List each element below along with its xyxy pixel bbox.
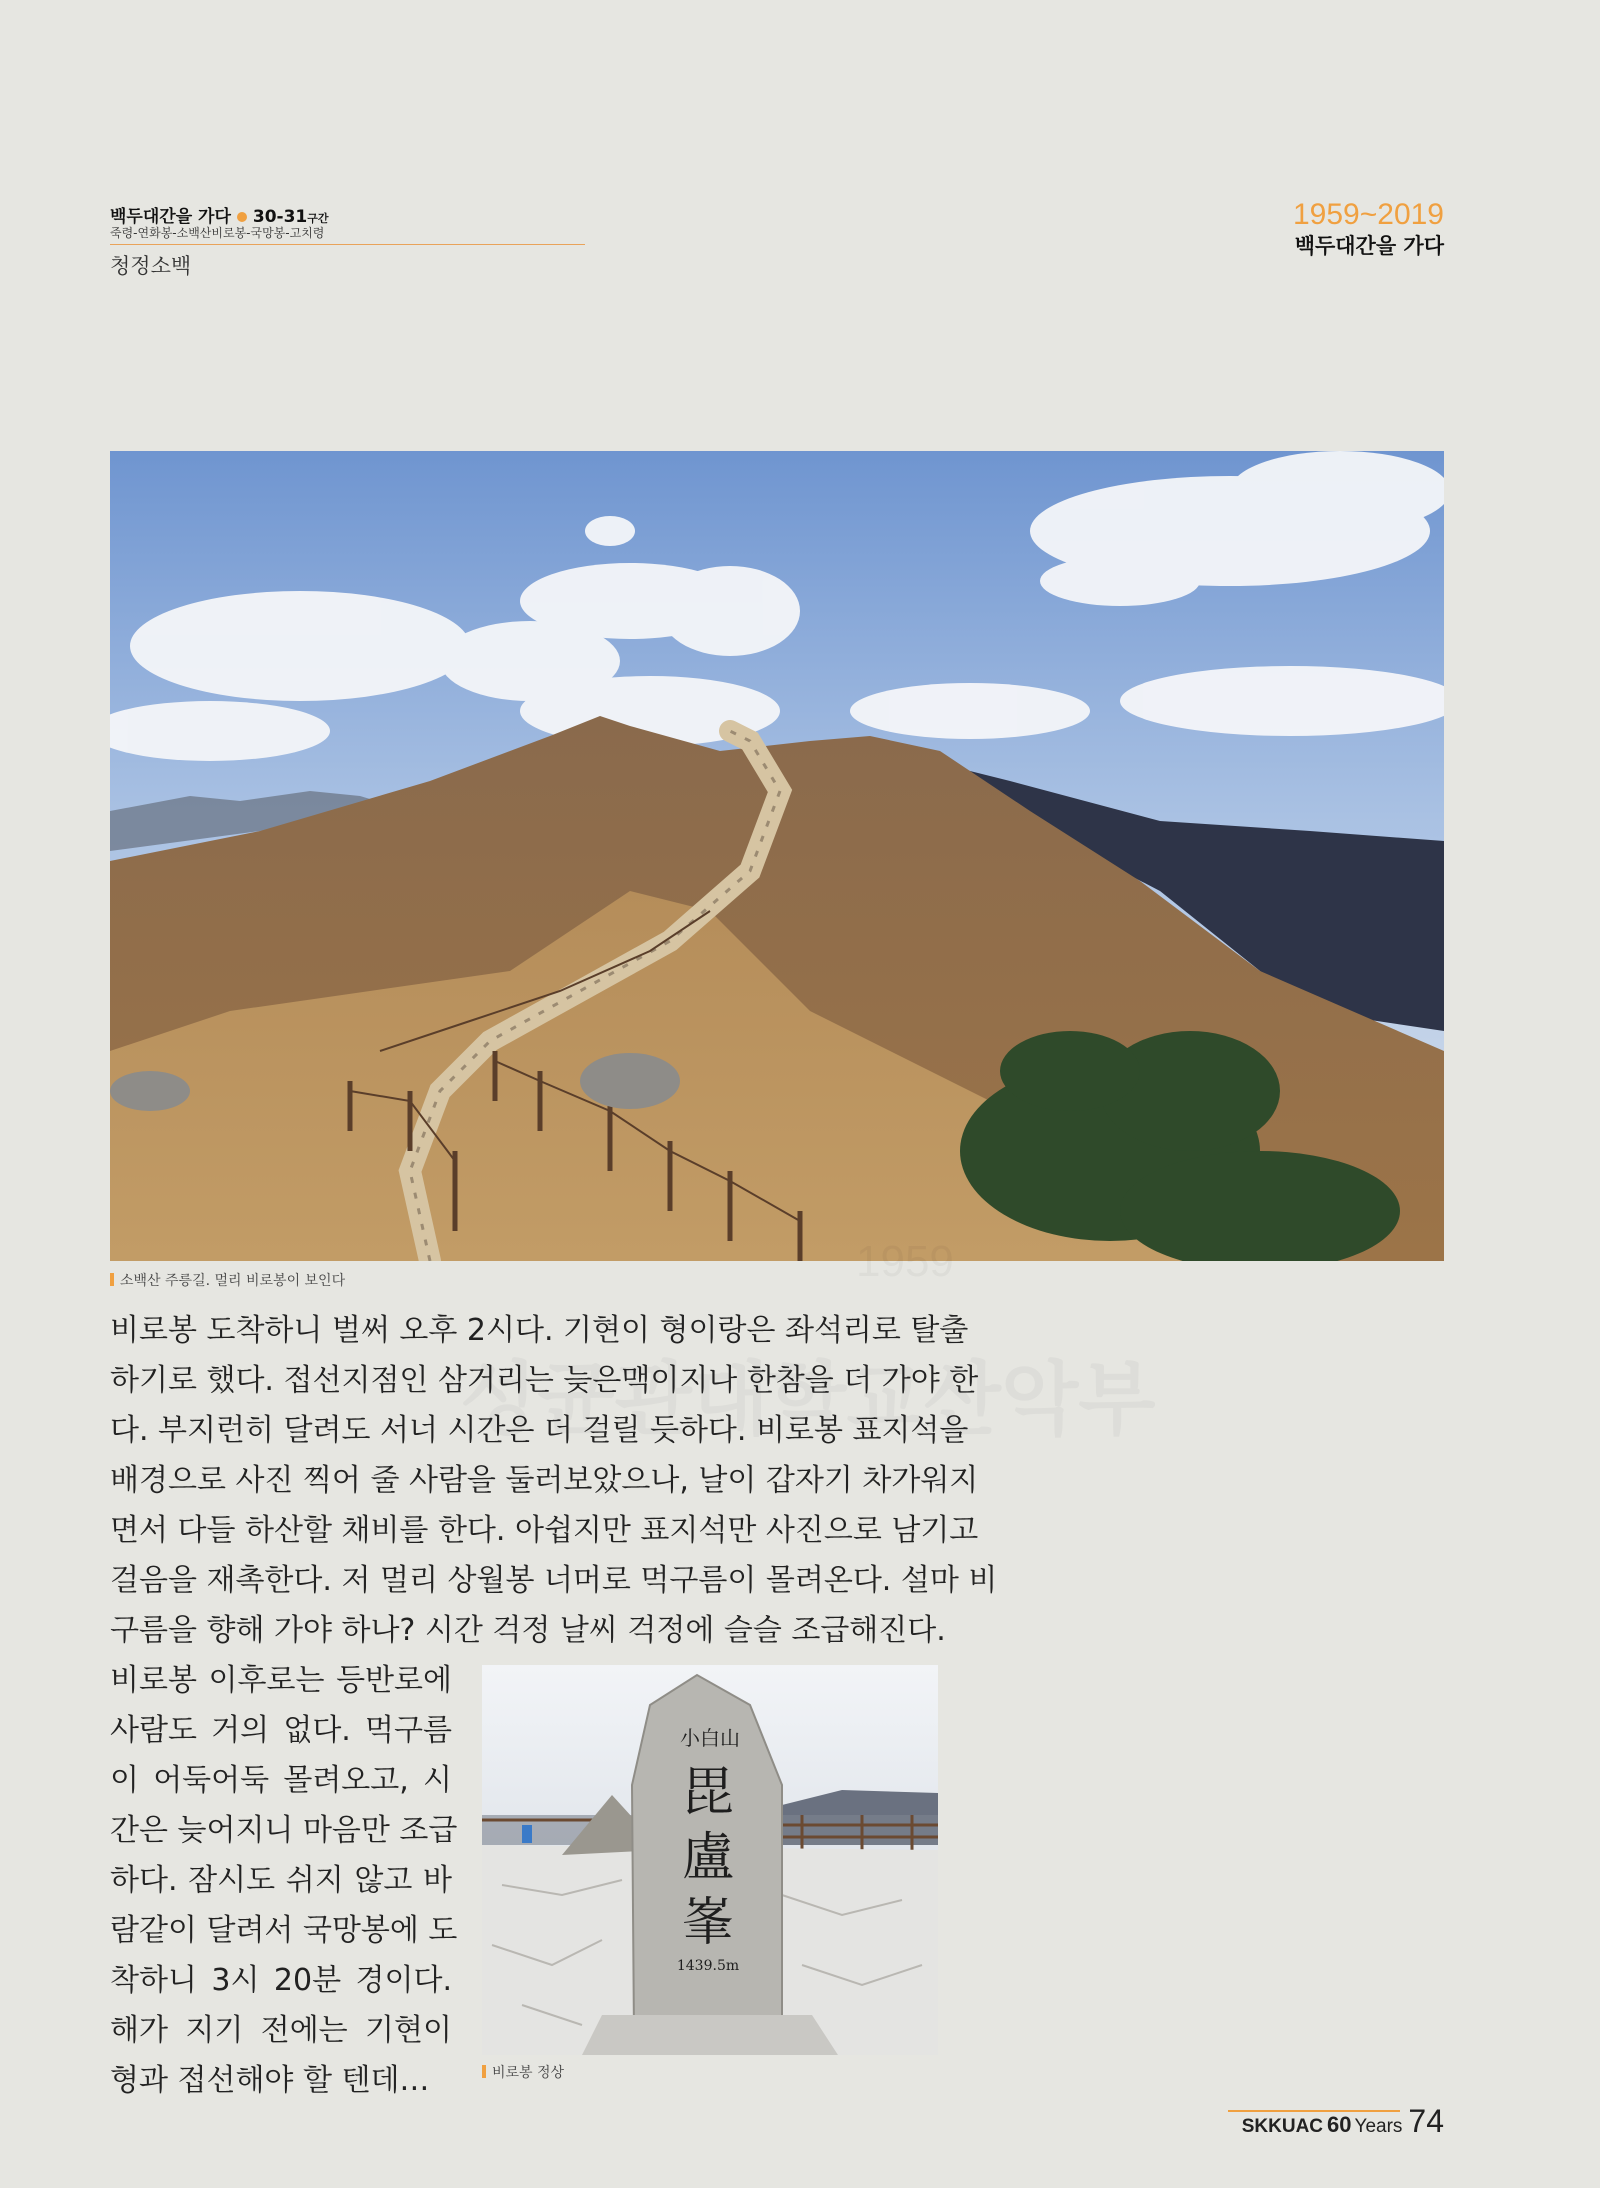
footer-years: Years: [1354, 2116, 1403, 2137]
para2-line: 해가 지기 전에는 기현이: [110, 2013, 452, 2048]
main-photo-caption: [110, 1270, 345, 1290]
para2-line: 간은 늦어지니 마음만 조급: [110, 1813, 458, 1848]
page-number: 74: [1408, 2103, 1444, 2139]
small-caption-text: 비로봉 정상: [492, 2065, 565, 2081]
para2-line: 형과 접선해야 할 텐데…: [110, 2063, 430, 2098]
stone-top-label: 小白山: [680, 1726, 740, 1750]
anniversary-years: 1959~2019: [1293, 198, 1444, 231]
para1-line: 구름을 향해 가야 하나? 시간 걱정 날씨 걱정에 슬슬 조급해진다.: [110, 1613, 946, 1648]
watermark-year: [856, 1237, 954, 1287]
para2-line: 하다. 잠시도 쉬지 않고 바: [110, 1863, 452, 1898]
summit-stone-photo: [482, 1665, 938, 2055]
para1-line: 면서 다들 하산할 채비를 한다. 아쉽지만 표지석만 사진으로 남기고: [110, 1513, 979, 1548]
para2-line: 착하니 3시 20분 경이다.: [110, 1963, 452, 1998]
route-line: 죽령-연화봉-소백산비로봉-국망봉-고치령: [110, 226, 325, 240]
para1-line: 비로봉 도착하니 벌써 오후 2시다. 기현이 형이랑은 좌석리로 탈출: [110, 1313, 969, 1348]
footer-org: SKKUAC: [1241, 2116, 1324, 2137]
footer-sixty: 60: [1327, 2112, 1352, 2137]
stone-height: 1439.5m: [676, 1958, 740, 1974]
main-caption-text: 소백산 주릉길. 멀리 비로봉이 보인다: [120, 1273, 346, 1289]
caption-marker-icon: [110, 1273, 114, 1286]
section-number: 30-31: [252, 207, 308, 227]
para1-line: 하기로 했다. 접선지점인 삼거리는 늦은맥이지나 한참을 더 가야 한: [110, 1363, 979, 1398]
running-title: 백두대간을 가다: [1294, 234, 1444, 258]
para2-line: 비로봉 이후로는 등반로에: [110, 1663, 452, 1698]
body-paragraph-2: [110, 1656, 458, 2106]
stone-char-2: 盧: [681, 1828, 735, 1888]
para1-line: 걸음을 재촉한다. 저 멀리 상월봉 너머로 먹구름이 몰려온다. 설마 비: [110, 1563, 998, 1598]
body-paragraph-1: [110, 1306, 998, 1656]
para2-line: 이 어둑어둑 몰려오고, 시: [110, 1763, 452, 1798]
series-title: 백두대간을 가다: [110, 207, 231, 227]
para2-line: 사람도 거의 없다. 먹구름: [110, 1713, 452, 1748]
small-photo-caption: [482, 2062, 564, 2082]
article-subtitle: 청정소백: [110, 254, 192, 278]
para1-line: 배경으로 사진 찍어 줄 사람을 둘러보았으나, 날이 갑자기 차가워지: [110, 1463, 979, 1498]
bullet-dot-icon: [237, 212, 247, 222]
page-footer: [1242, 2103, 1444, 2140]
stone-char-3: 峯: [681, 1893, 735, 1953]
header-divider: [110, 244, 585, 245]
caption-marker-icon: [482, 2065, 486, 2078]
stone-char-1: 毘: [681, 1763, 735, 1823]
section-suffix: 구간: [307, 212, 329, 225]
main-photo-ridge-trail: [110, 451, 1444, 1261]
para2-line: 람같이 달려서 국망봉에 도: [110, 1913, 458, 1948]
para1-line: 다. 부지런히 달려도 서너 시간은 더 걸릴 듯하다. 비로봉 표지석을: [110, 1413, 969, 1448]
